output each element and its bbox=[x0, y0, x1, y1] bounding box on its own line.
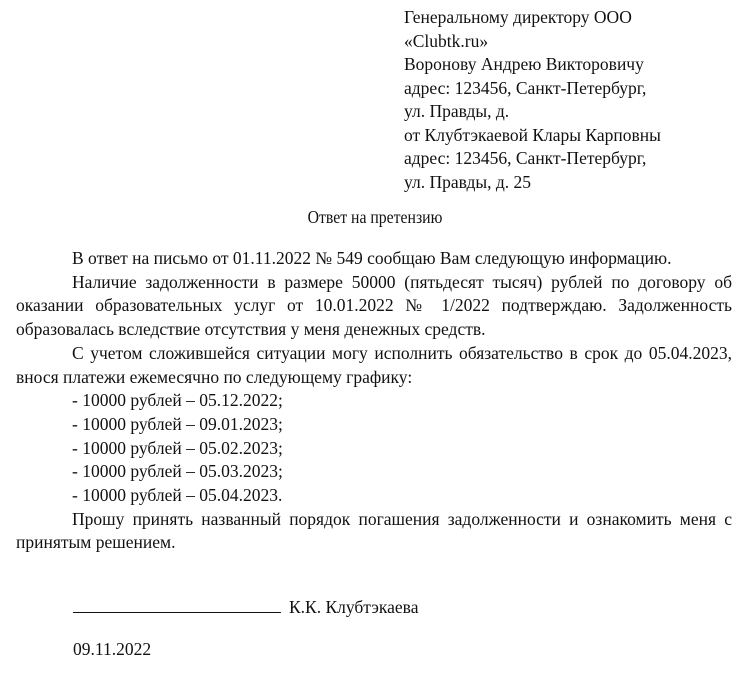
sender-line: от Клубтэкаевой Клары Карповны bbox=[404, 124, 661, 145]
payment-schedule bbox=[16, 389, 732, 508]
sender-line: адрес: 123456, Санкт-Петербург, bbox=[404, 148, 647, 168]
schedule-item: - 10000 рублей – 05.03.2023; bbox=[72, 461, 283, 482]
schedule-item: - 10000 рублей – 09.01.2023; bbox=[72, 413, 283, 434]
document-date: 09.11.2022 bbox=[73, 639, 152, 659]
addressee-line: Воронову Андрею Викторовичу bbox=[404, 54, 644, 74]
addressee-line: «Clubtk.ru» bbox=[404, 30, 489, 51]
sender-line: ул. Правды, д. 25 bbox=[404, 171, 532, 192]
document-title: Ответ на претензию bbox=[307, 207, 443, 227]
schedule-item: - 10000 рублей – 05.02.2023; bbox=[72, 437, 283, 458]
addressee-block bbox=[404, 6, 744, 194]
addressee-line: ул. Правды, д. bbox=[404, 101, 510, 121]
addressee-line: Генеральному директору ООО bbox=[404, 7, 632, 27]
signature-line bbox=[73, 596, 281, 613]
signer-name: К.К. Клубтэкаева bbox=[289, 597, 419, 617]
addressee-line: адрес: 123456, Санкт-Петербург, bbox=[404, 77, 647, 98]
paragraph-payment-plan: С учетом сложившейся ситуации могу исполнить обязательство в срок до 05.04.2023, внося платежи ежемесячно по следующему графику: bbox=[16, 342, 732, 387]
schedule-item: - 10000 рублей – 05.12.2022; bbox=[72, 390, 283, 411]
document-body bbox=[16, 247, 732, 555]
schedule-item: - 10000 рублей – 05.04.2023. bbox=[72, 485, 283, 506]
paragraph-intro: В ответ на письмо от 01.11.2022 № 549 сообщаю Вам следующую информацию. bbox=[72, 248, 672, 268]
signature-block bbox=[73, 595, 418, 619]
paragraph-request: Прошу принять названный порядок погашения задолженности и ознакомить меня с принятым решением. bbox=[16, 508, 732, 553]
paragraph-debt-confirmation: Наличие задолженности в размере 50000 (пятьдесят тысяч) рублей по договору об оказании образовательных услуг от 10.01.2022 № 1/2022 подтверждаю. Задолженность образовалась вследствие отсутствия у меня денежных средств. bbox=[16, 271, 732, 340]
